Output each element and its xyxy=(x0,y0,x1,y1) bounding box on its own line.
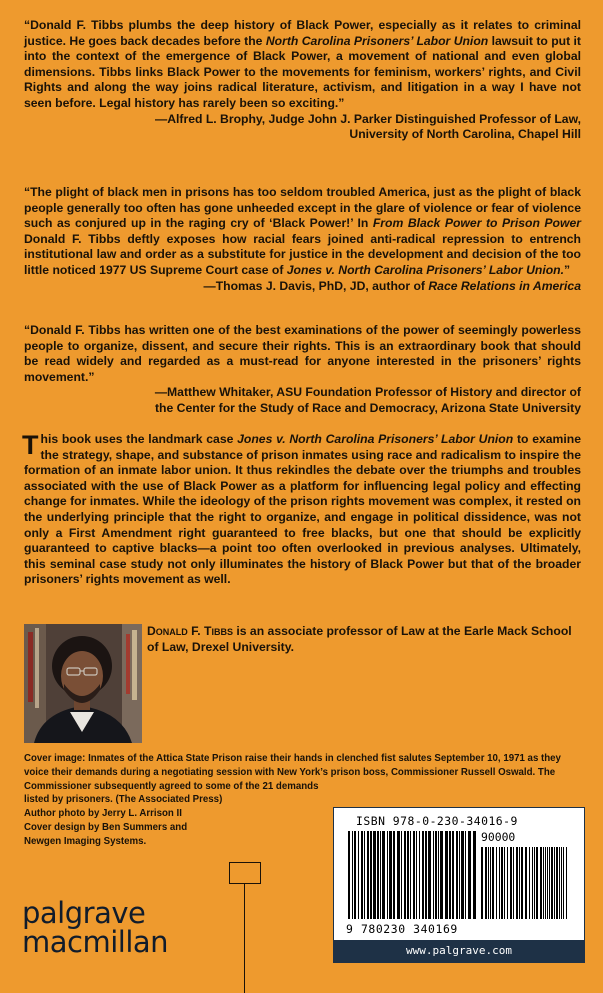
endorsement-quote-3 xyxy=(24,323,581,417)
author-bio xyxy=(147,624,583,655)
quote-2-emphasis-a: From Black Power to Prison Power xyxy=(372,216,581,231)
cover-image-credit-line-2: Commissioner subsequently agreed to some of the 21 demands xyxy=(24,780,319,792)
isbn-text: ISBN 978-0-230-34016-9 xyxy=(356,814,518,828)
price-code: 90000 xyxy=(481,830,516,844)
quote-2-part-c: ” xyxy=(564,262,571,277)
ean-remaining-digits: 780230 340169 xyxy=(360,922,458,936)
publisher-logo-line-2: macmillan xyxy=(22,925,169,959)
quote-1-emphasis: North Carolina Prisoners’ Labor Union xyxy=(265,33,489,48)
logo-mark-box xyxy=(229,862,261,884)
author-photo xyxy=(24,624,142,743)
description-part-a: his book uses the landmark case xyxy=(40,432,238,446)
quote-2-text xyxy=(24,185,581,279)
drop-cap: T xyxy=(22,430,39,460)
quote-1-text xyxy=(24,18,581,112)
quote-2-part-b: Donald F. Tibbs deftly exposes how racial fears joined anti-radical repression to entrench institutional law and order as a substitute for justice in the development and decision of the too little noticed 1977 US Supreme Court case of xyxy=(24,231,581,277)
logo-mark-line xyxy=(244,883,245,993)
book-description xyxy=(24,432,581,588)
quote-2-part-a: “The plight of black men in prisons has too seldom troubled America, just as the plight of black people generally too often has gone unheeded except in the glare of violence or fear of violence such as conjured up in the raging cry of ‘Black Power!’ In xyxy=(24,185,581,231)
ean-digits xyxy=(346,922,458,936)
publisher-logo-line-1: palgrave xyxy=(22,896,146,930)
barcode-box xyxy=(333,807,585,963)
publisher-website: www.palgrave.com xyxy=(334,940,584,962)
quote-2-emphasis-b: Jones v. North Carolina Prisoners’ Labor Union. xyxy=(286,262,564,277)
author-portrait-illustration xyxy=(24,624,142,743)
barcode-icon xyxy=(348,831,570,923)
author-bio-text: is an associate professor of Law at the Earle Mack School of Law, Drexel University. xyxy=(147,624,572,654)
quote-2-attribution-book-title: Race Relations in America xyxy=(428,278,581,293)
quote-3-text: “Donald F. Tibbs has written one of the best examinations of the power of seemingly powerless people to organize, dissent, and secure their rights. This is an extraordinary book that should be read widely and regarded as a must-read for anyone interested in the prisoners’ rights movement.” xyxy=(24,323,581,384)
publisher-logo xyxy=(22,896,169,959)
cover-design-credit-line-1: Cover design by Ben Summers and xyxy=(24,821,188,833)
quote-1-part-b: lawsuit to put it into the context of the emergence of Black Power, a movement of national and even global dimensions. Tibbs links Black Power to the movements for feminism, workers’ rights, and Civil Rights and along the way joins radical literature, activism, and litigation in a way I have not seen before. Legal history has rarely been so exciting.” xyxy=(24,33,581,110)
ean-first-digit: 9 xyxy=(346,922,354,936)
endorsement-quote-1 xyxy=(24,18,581,143)
author-name: Donald F. Tibbs xyxy=(147,624,233,638)
author-photo-credit: Author photo by Jerry L. Arrison II xyxy=(24,808,182,820)
cover-image-credit-line-3: listed by prisoners. (The Associated Press) xyxy=(24,794,223,806)
quote-1-attribution-line-2: University of North Carolina, Chapel Hill xyxy=(349,127,581,142)
quote-3-attribution-line-2: the Center for the Study of Race and Democracy, Arizona State University xyxy=(155,400,581,415)
cover-image-credit-line-1: Cover image: Inmates of the Attica State Prison raise their hands in clenched fist salutes September 10, 1971 as they voice their demands during a negotiating session with New York’s prison boss, Commissioner Russell Oswald. The xyxy=(24,753,561,778)
description-case-name: Jones v. North Carolina Prisoners’ Labor Union xyxy=(237,432,514,446)
quote-2-attribution-text: —Thomas J. Davis, PhD, JD, author of xyxy=(203,278,429,293)
description-part-b: to examine the strategy, shape, and substance of prison inmates using race and radicalism to inspire the formation of an inmate labor union. It thus rekindles the debate over the triumphs and troubles associated with the use of Black Power as a platform for influencing legal policy and effecting change for inmates. While the ideology of the prison rights movement was complex, it rested on the underlying principle that the right to organize, and engage in political dissidence, was not only a First Amendment right guaranteed to free blacks, but one that should be explicitly guaranteed to captive blacks—a point too often overlooked in previous analyses. Ultimately, this seminal case study not only illuminates the history of Black Power but that of the broader prisoners’ rights movement as well. xyxy=(24,432,582,587)
quote-3-attribution-line-1: —Matthew Whitaker, ASU Foundation Professor of History and director of xyxy=(154,385,581,400)
quote-1-part-a: “Donald F. Tibbs plumbs the deep history of Black Power, especially as it relates to criminal justice. He goes back decades before the xyxy=(24,18,581,48)
quote-2-attribution xyxy=(24,279,581,295)
endorsement-quote-2 xyxy=(24,185,581,294)
quote-1-attribution-line-1: —Alfred L. Brophy, Judge John J. Parker Distinguished Professor of Law, xyxy=(155,111,581,126)
cover-design-credit-line-2: Newgen Imaging Systems. xyxy=(24,835,147,847)
